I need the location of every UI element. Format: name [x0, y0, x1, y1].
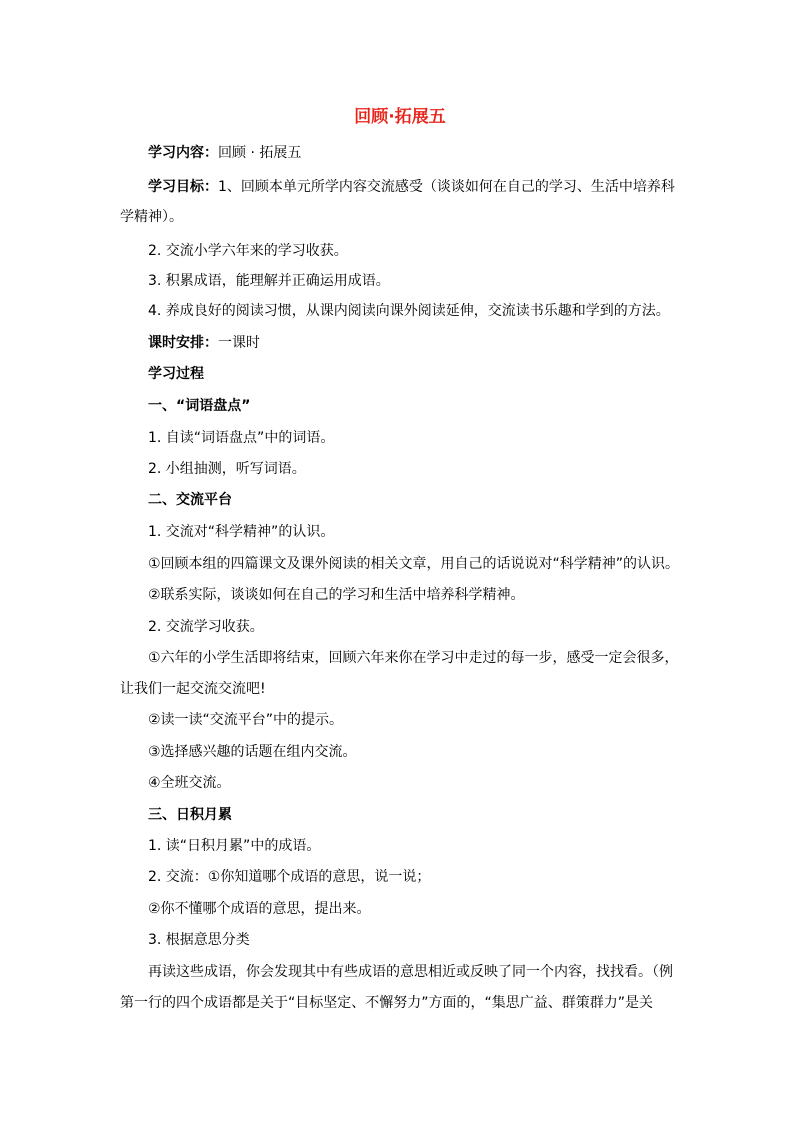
section-2-item-2-b: ②读一读“交流平台”中的提示。: [148, 712, 344, 728]
section-1-item-2: 2. 小组抽测，听写词语。: [148, 461, 306, 477]
section-3-heading: 三、日积月累: [148, 807, 232, 823]
section-1-heading: 一、“词语盘点”: [148, 398, 251, 414]
goal-line-1: [148, 177, 690, 197]
content-line: [148, 143, 690, 163]
section-3-paragraph-continued: 第一行的四个成语都是关于“目标坚定、不懈努力”方面的，“集思广益、群策群力”是关: [120, 995, 654, 1011]
section-2-heading: 二、交流平台: [148, 492, 232, 508]
section-3-item-2-b: ②你不懂哪个成语的意思，提出来。: [148, 901, 371, 917]
section-2-item-2-a: ①六年的小学生活即将结束，回顾六年来你在学习中走过的每一步，感受一定会很多，: [148, 650, 679, 666]
section-2-item-2: 2. 交流学习收获。: [148, 619, 264, 635]
section-2-item-1-a: ①回顾本组的四篇课文及课外阅读的相关文章，用自己的话说说对“科学精神”的认识。: [148, 556, 680, 572]
content-value: 回顾 · 拓展五: [218, 145, 302, 161]
section-2-item-1: 1. 交流对“科学精神”的认识。: [148, 524, 335, 540]
schedule-line: [148, 333, 690, 353]
section-2-item-2-c: ③选择感兴趣的话题在组内交流。: [148, 744, 357, 760]
section-3-item-3: 3. 根据意思分类: [148, 932, 250, 948]
schedule-label: 课时安排：: [148, 335, 218, 351]
section-2-item-2-a-continued: 让我们一起交流交流吧!: [120, 681, 266, 697]
goal-4: 4. 养成良好的阅读习惯，从课内阅读向课外阅读延伸，交流读书乐趣和学到的方法。: [148, 303, 670, 319]
goal-1-text: 1、回顾本单元所学内容交流感受（谈谈如何在自己的学习、生活中培养科: [218, 179, 675, 195]
goal-label: 学习目标：: [148, 179, 218, 195]
goal-3: 3. 积累成语，能理解并正确运用成语。: [148, 273, 390, 289]
goal-2: 2. 交流小学六年来的学习收获。: [148, 243, 348, 259]
section-2-item-1-b: ②联系实际，谈谈如何在自己的学习和生活中培养科学精神。: [148, 587, 525, 603]
section-3-item-2: 2. 交流：①你知道哪个成语的意思，说一说；: [148, 869, 431, 885]
content-label: 学习内容：: [148, 145, 218, 161]
process-heading: 学习过程: [148, 366, 204, 382]
document-title: 回顾·拓展五: [354, 107, 446, 127]
section-3-paragraph: 再读这些成语，你会发现其中有些成语的意思相近或反映了同一个内容，找找看。（例: [148, 964, 673, 980]
schedule-value: 一课时: [218, 335, 260, 351]
section-2-item-2-d: ④全班交流。: [148, 775, 231, 791]
section-1-item-1: 1. 自读“词语盘点”中的词语。: [148, 430, 335, 446]
section-3-item-1: 1. 读“日积月累”中的成语。: [148, 838, 321, 854]
goal-line-1-continued: 学精神）。: [120, 209, 183, 225]
